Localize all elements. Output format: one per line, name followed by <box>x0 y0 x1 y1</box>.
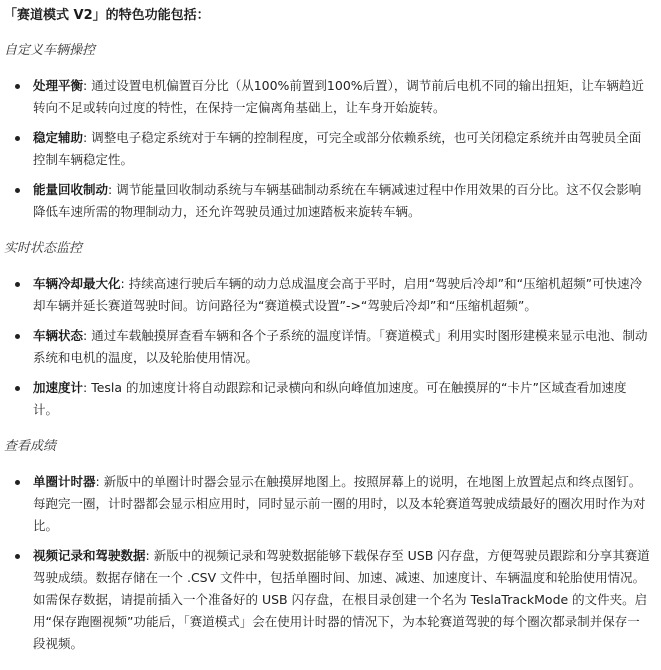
item-term: 稳定辅助 <box>33 130 84 145</box>
bullet-icon <box>15 554 20 559</box>
item-text: : Tesla 的加速度计将自动跟踪和记录横向和纵向峰值加速度。可在触摸屏的“卡片”区域查看加速度计。 <box>33 380 627 417</box>
list-item <box>4 377 651 421</box>
bullet-icon <box>15 136 20 141</box>
section-list-realtime-monitoring <box>4 273 651 421</box>
item-term: 加速度计 <box>33 380 84 395</box>
item-text: : 通过设置电机偏置百分比（从100%前置到100%后置），调节前后电机不同的输出扭矩，让车辆趋近转向不足或转向过度的特性，在保持一定偏离角基础上，让车身开始旋转。 <box>33 78 644 115</box>
section-heading-vehicle-handling: 自定义车辆操控 <box>4 43 96 58</box>
list-item <box>4 545 651 655</box>
section-heading-realtime-monitoring: 实时状态监控 <box>4 241 83 256</box>
list-item <box>4 471 651 537</box>
item-term: 车辆状态 <box>33 328 84 343</box>
section-list-view-results <box>4 471 651 655</box>
section-list-vehicle-handling <box>4 75 651 223</box>
item-text: : 新版中的视频记录和驾驶数据能够下载保存至 USB 闪存盘，方便驾驶员跟踪和分享其赛道驾驶成绩。数据存储在一个 .CSV 文件中，包括单圈时间、加速、减速、加速度计、车辆温度和轮胎使用情况。如需保存数据，请提前插入一个准备好的 USB 闪存盘，在根目录创建一个名为 TeslaTrackMode 的文件夹。启用“保存跑圈视频”功能后，「赛道模式」会在使用计时器的情况下，为本轮赛道驾驶的每个圈次都录制并保存一段视频。 <box>33 548 650 651</box>
bullet-icon <box>15 334 20 339</box>
section-heading-view-results: 查看成绩 <box>4 439 57 454</box>
bullet-icon <box>15 480 20 485</box>
bullet-icon <box>15 386 20 391</box>
list-item <box>4 75 651 119</box>
item-term: 单圈计时器 <box>33 474 96 489</box>
item-text: : 调整电子稳定系统对于车辆的控制程度，可完全或部分依赖系统，也可关闭稳定系统并由驾驶员全面控制车辆稳定性。 <box>33 130 642 167</box>
list-item <box>4 179 651 223</box>
item-term: 能量回收制动 <box>33 182 109 197</box>
item-text: : 新版中的单圈计时器会显示在触摸屏地图上。按照屏幕上的说明，在地图上放置起点和终点图钉。每跑完一圈，计时器都会显示相应用时，同时显示前一圈的用时，以及本轮赛道驾驶成绩最好的圈次用时作为对比。 <box>33 474 646 533</box>
list-item <box>4 325 651 369</box>
bullet-icon <box>15 188 20 193</box>
item-text: : 通过车载触摸屏查看车辆和各个子系统的温度详情。「赛道模式」利用实时图形建模来显示电池、制动系统和电机的温度，以及轮胎使用情况。 <box>33 328 648 365</box>
list-item <box>4 273 651 317</box>
list-item <box>4 127 651 171</box>
item-term: 车辆冷却最大化 <box>33 276 121 291</box>
bullet-icon <box>15 84 20 89</box>
item-term: 视频记录和驾驶数据 <box>33 548 146 563</box>
document-title: 「赛道模式 V2」的特色功能包括： <box>4 8 210 23</box>
bullet-icon <box>15 282 20 287</box>
item-text: : 持续高速行驶后车辆的动力总成温度会高于平时，启用“驾驶后冷却”和“压缩机超频”可快速冷却车辆并延长赛道驾驶时间。访问路径为“赛道模式设置”->“驾驶后冷却”和“压缩机超频”。 <box>33 276 643 313</box>
item-text: : 调节能量回收制动系统与车辆基础制动系统在车辆减速过程中作用效果的百分比。这不仅会影响降低车速所需的物理制动力，还允许驾驶员通过加速踏板来旋转车辆。 <box>33 182 642 219</box>
item-term: 处理平衡 <box>33 78 84 93</box>
